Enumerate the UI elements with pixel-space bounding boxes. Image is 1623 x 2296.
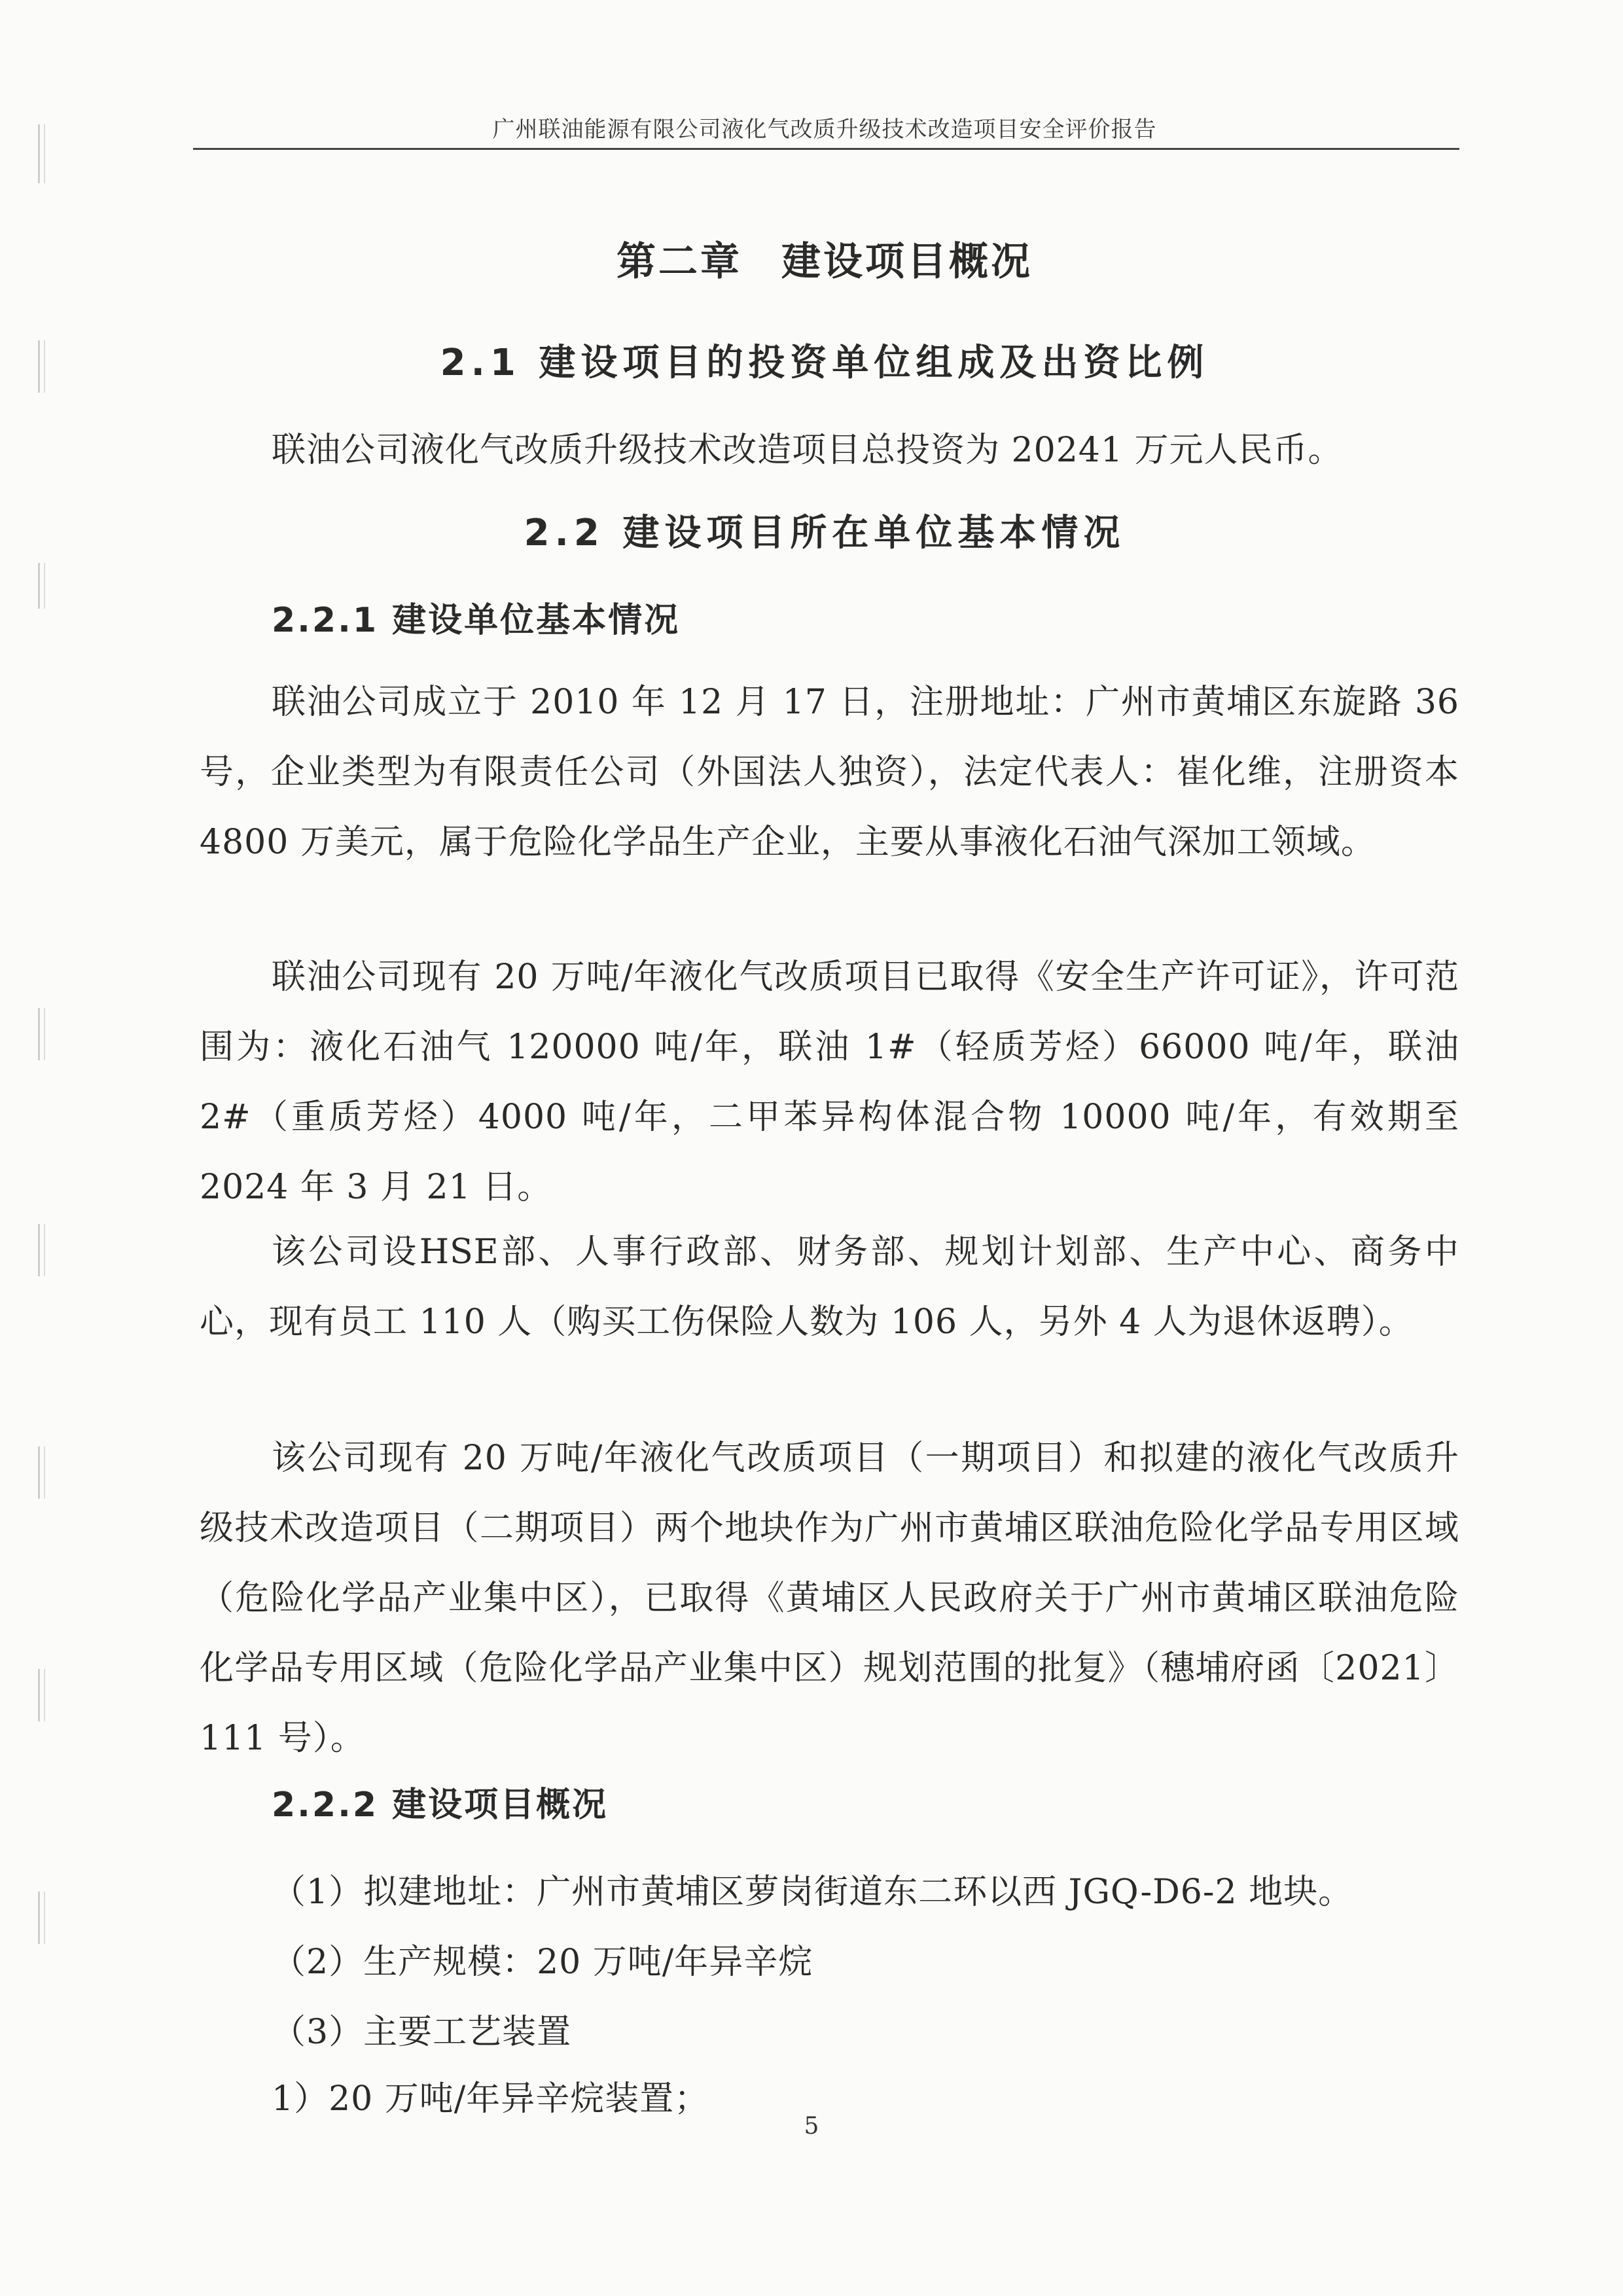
section-2-1-heading: 2.1 建设项目的投资单位组成及出资比例	[440, 342, 1209, 384]
binding-mark	[38, 563, 45, 609]
running-header: 广州联油能源有限公司液化气改质升级技术改造项目安全评价报告	[492, 117, 1157, 143]
chapter-name: 建设项目概况	[781, 239, 1033, 285]
binding-mark	[38, 1224, 45, 1276]
page-number: 5	[804, 2113, 819, 2140]
binding-mark	[38, 1008, 45, 1060]
list-item-scale: （2）生产规模：20 万吨/年异辛烷	[272, 1943, 813, 1982]
chapter-title	[196, 230, 1453, 287]
binding-mark	[38, 1446, 45, 1499]
section-2-1-text: 联油公司液化气改质升级技术改造项目总投资为 20241 万元人民币。	[272, 431, 1343, 470]
binding-mark	[38, 1892, 45, 1944]
paragraph-company-info: 联油公司成立于 2010 年 12 月 17 日，注册地址：广州市黄埔区东旋路 36 号，企业类型为有限责任公司（外国法人独资），法定代表人：崔化维，注册资本 4800 万美元，属于危险化学品生产企业，主要从事液化石油气深加工领域。	[200, 683, 1459, 862]
list-item-units: （3）主要工艺装置	[272, 2013, 572, 2052]
binding-mark	[38, 340, 45, 393]
paragraph-zone: 该公司现有 20 万吨/年液化气改质项目（一期项目）和拟建的液化气改质升级技术改造项目（二期项目）两个地块作为广州市黄埔区联油危险化学品专用区域（危险化学品产业集中区），已取得《黄埔区人民政府关于广州市黄埔区联油危险化学品专用区域（危险化学品产业集中区）规划范围的批复》（穗埔府函〔2021〕111 号）。	[200, 1439, 1459, 1758]
section-2-2-1-heading: 2.2.1 建设单位基本情况	[272, 601, 681, 640]
paragraph-license: 联油公司现有 20 万吨/年液化气改质项目已取得《安全生产许可证》，许可范围为：液化石油气 120000 吨/年，联油 1#（轻质芳烃）66000 吨/年，联油 2#（重质芳烃）4000 吨/年，二甲苯异构体混合物 10000 吨/年，有效期至 2024 年 3 月 21 日。	[200, 958, 1459, 1207]
chapter-number: 第二章	[616, 239, 742, 285]
section-2-2-heading: 2.2 建设项目所在单位基本情况	[524, 512, 1126, 554]
header-rule	[193, 148, 1459, 150]
list-item-location: （1）拟建地址：广州市黄埔区萝岗街道东二环以西 JGQ-D6-2 地块。	[272, 1873, 1353, 1912]
section-2-2-2-heading: 2.2.2 建设项目概况	[272, 1785, 609, 1825]
paragraph-departments: 该公司设HSE部、人事行政部、财务部、规划计划部、生产中心、商务中心，现有员工 110 人（购买工伤保险人数为 106 人，另外 4 人为退休返聘）。	[200, 1232, 1459, 1342]
list-subitem-unit: 1）20 万吨/年异辛烷装置；	[272, 2079, 709, 2119]
binding-mark	[38, 1669, 45, 1721]
binding-mark	[38, 124, 45, 183]
